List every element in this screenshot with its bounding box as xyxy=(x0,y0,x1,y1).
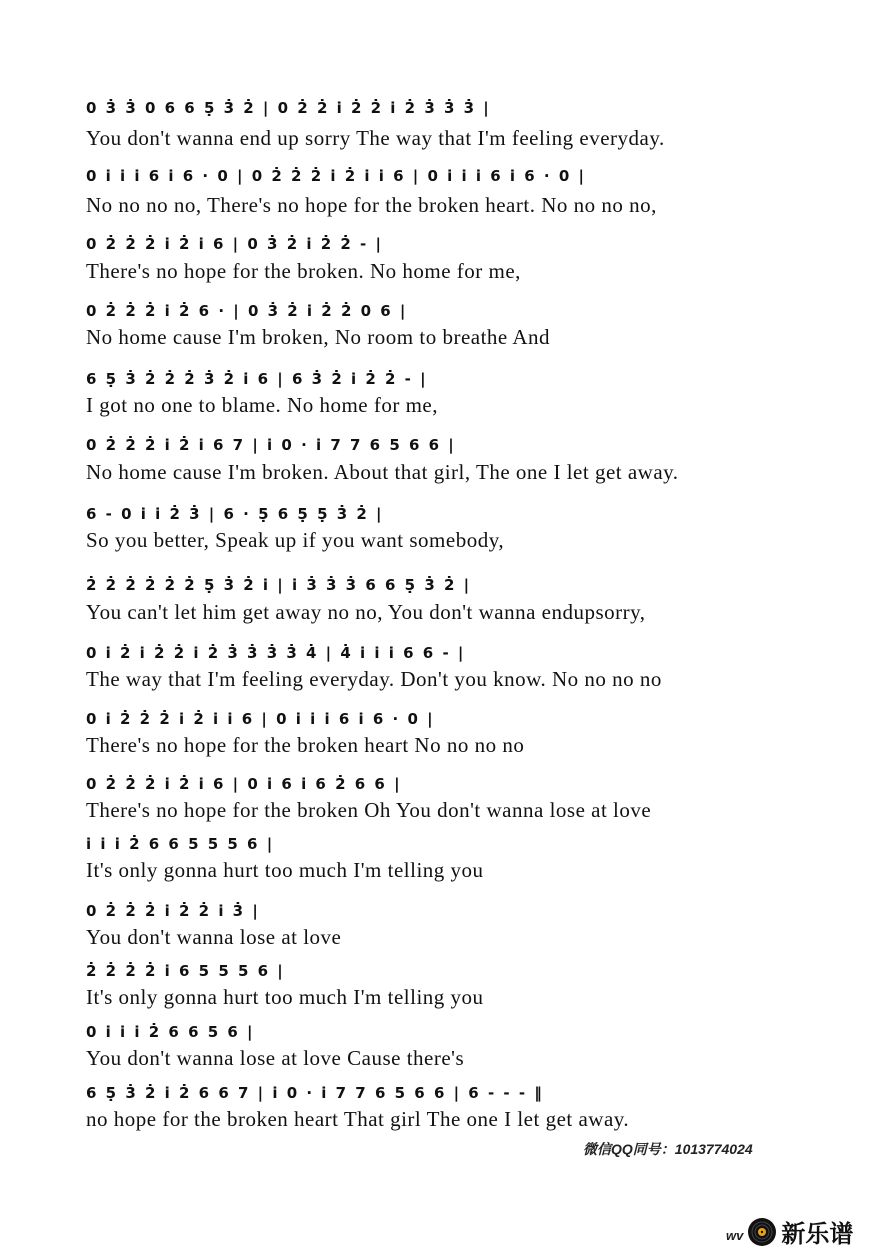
site-logo xyxy=(726,1214,853,1249)
notation-row-8: 2̇ 2̇ 2̇ 2̇ 2̇ 2̇ 5̣ 3̇ 2̇ i | i 3̇ 3̇ 3̇ 6 6 5̣ 3̇ 2̇ | xyxy=(86,576,472,594)
lyric-row-1: You don't wanna end up sorry The way that I'm feeling everyday. xyxy=(86,126,665,150)
lyric-row-9: The way that I'm feeling everyday. Don't you know. No no no no xyxy=(86,667,662,691)
lyric-row-14: It's only gonna hurt too much I'm telling you xyxy=(86,985,484,1009)
notation-row-13: 0 2̇ 2̇ 2̇ i 2̇ 2̇ i 3̇ | xyxy=(86,902,260,920)
notation-row-6: 0 2̇ 2̇ 2̇ i 2̇ i 6 7 | i 0 · i 7 7 6 5 6 6 | xyxy=(86,436,456,454)
notation-row-12: i i i 2̇ 6 6 5 5 5 6 | xyxy=(86,835,275,853)
lyric-row-12: It's only gonna hurt too much I'm telling you xyxy=(86,858,484,882)
logo-name: 新乐谱 xyxy=(781,1220,854,1248)
notation-row-16: 6 5̣ 3̇ 2̇ i 2̇ 6 6 7 | i 0 · i 7 7 6 5 6 6 | 6 - - - ‖ xyxy=(86,1084,544,1102)
notation-row-9: 0 i 2̇ i 2̇ 2̇ i 2̇ 3̇ 3̇ 3̇ 3̇ 4̇ | 4̇ i i i 6 6 - | xyxy=(86,644,466,662)
notation-row-11: 0 2̇ 2̇ 2̇ i 2̇ i 6 | 0 i 6 i 6 2̇ 6 6 | xyxy=(86,775,402,793)
notation-row-1: 0 3̇ 3̇ 0 6 6 5̣ 3̇ 2̇ | 0 2̇ 2̇ i 2̇ 2̇ i 2̇ 3̇ 3̇ 3̇ | xyxy=(86,99,491,117)
lyric-row-13: You don't wanna lose at love xyxy=(86,925,342,949)
notation-row-15: 0 i i i 2̇ 6 6 5 6 | xyxy=(86,1023,255,1041)
lyric-row-6: No home cause I'm broken. About that girl, The one I let get away. xyxy=(86,460,679,484)
lyric-row-7: So you better, Speak up if you want somebody, xyxy=(86,528,505,552)
notation-row-3: 0 2̇ 2̇ 2̇ i 2̇ i 6 | 0 3̇ 2̇ i 2̇ 2̇ - | xyxy=(86,235,383,253)
notation-row-7: 6 - 0 i i 2̇ 3̇ | 6 · 5̣ 6 5̣ 5̣ 3̇ 2̇ | xyxy=(86,505,384,523)
lyric-row-8: You can't let him get away no no, You don't wanna endupsorry, xyxy=(86,600,646,624)
vinyl-record-icon xyxy=(747,1217,777,1247)
lyric-row-3: There's no hope for the broken. No home for me, xyxy=(86,259,521,283)
watermark-text: 微信QQ同号：1013774024 xyxy=(583,1141,753,1157)
lyric-row-5: I got no one to blame. No home for me, xyxy=(86,393,439,417)
notation-row-14: 2̇ 2̇ 2̇ 2̇ i 6 5 5 5 6 | xyxy=(86,962,285,980)
lyric-row-11: There's no hope for the broken Oh You don't wanna lose at love xyxy=(86,798,652,822)
lyric-row-16: no hope for the broken heart That girl The one I let get away. xyxy=(86,1107,630,1131)
logo-prefix: wv xyxy=(726,1228,744,1243)
notation-row-2: 0 i i i 6 i 6 · 0 | 0 2̇ 2̇ 2̇ i 2̇ i i 6 | 0 i i i 6 i 6 · 0 | xyxy=(86,167,586,185)
notation-row-5: 6 5̣ 3̇ 2̇ 2̇ 2̇ 3̇ 2̇ i 6 | 6 3̇ 2̇ i 2̇ 2̇ - | xyxy=(86,370,428,388)
notation-row-10: 0 i 2̇ 2̇ 2̇ i 2̇ i i 6 | 0 i i i 6 i 6 · 0 | xyxy=(86,710,435,728)
notation-row-4: 0 2̇ 2̇ 2̇ i 2̇ 6 · | 0 3̇ 2̇ i 2̇ 2̇ 0 6 | xyxy=(86,302,408,320)
lyric-row-4: No home cause I'm broken, No room to breathe And xyxy=(86,325,551,349)
lyric-row-2: No no no no, There's no hope for the broken heart. No no no no, xyxy=(86,193,657,217)
lyric-row-10: There's no hope for the broken heart No no no no xyxy=(86,733,525,757)
lyric-row-15: You don't wanna lose at love Cause there's xyxy=(86,1046,465,1070)
